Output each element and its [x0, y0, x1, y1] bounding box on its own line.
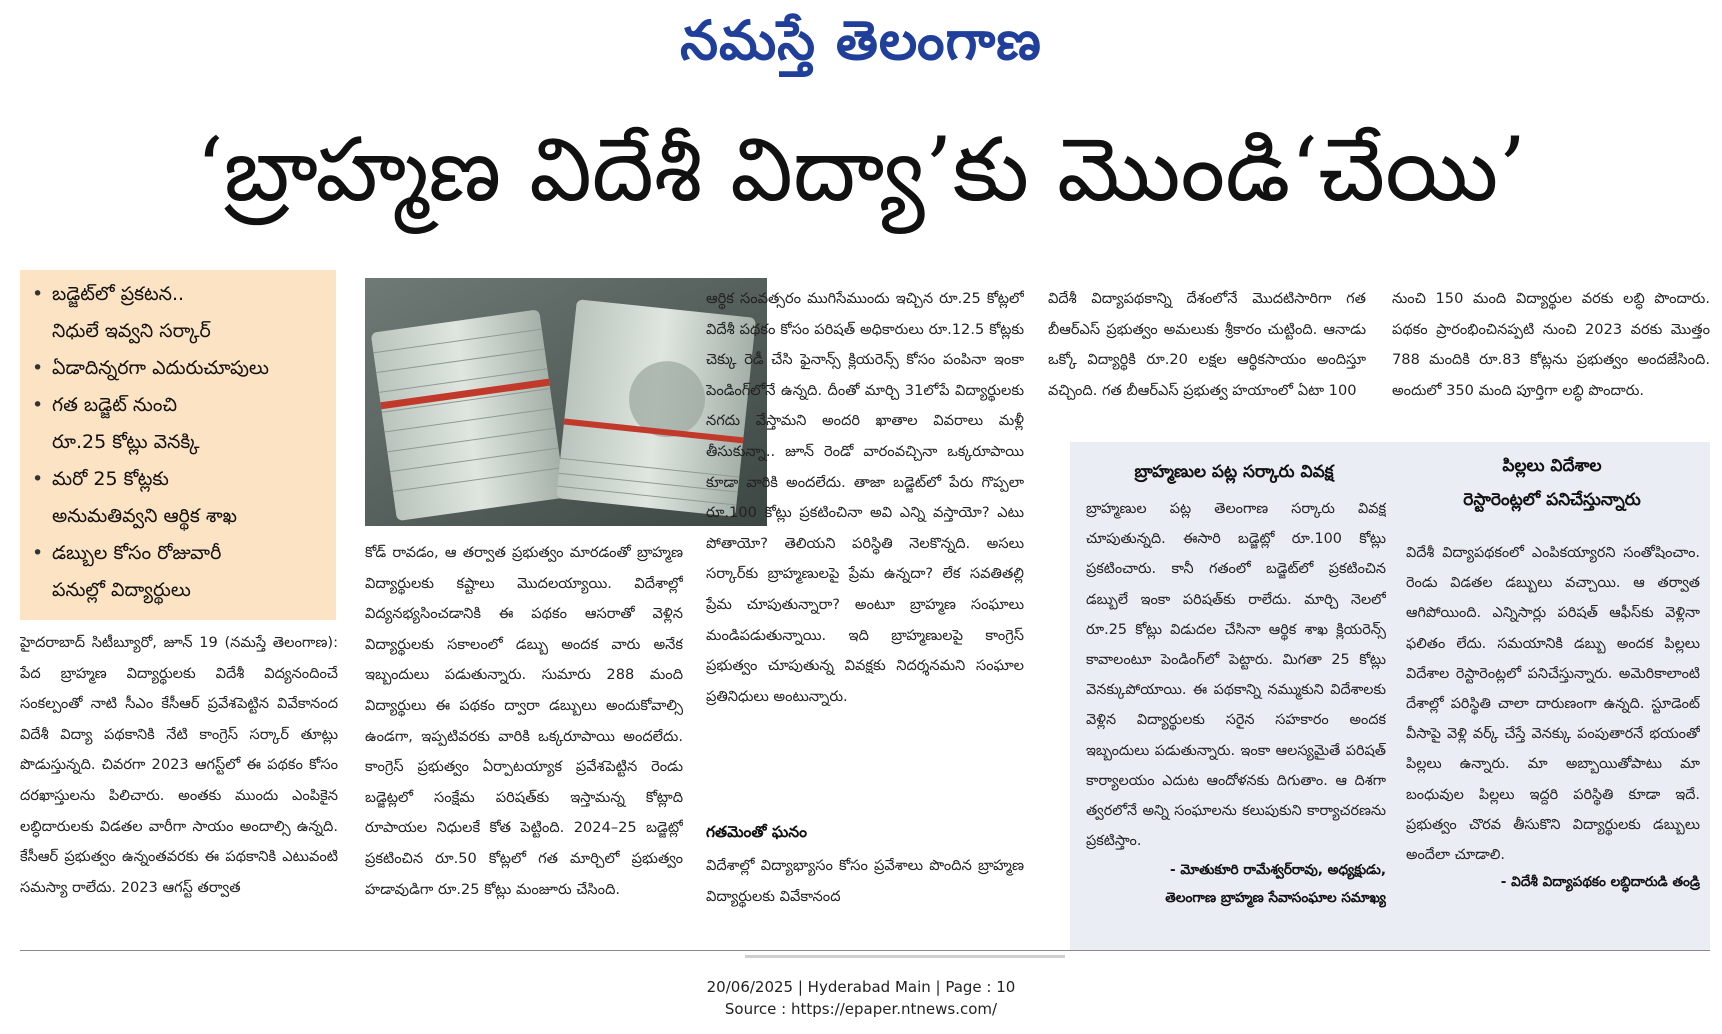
highlight-item	[20, 350, 336, 387]
highlight-text: నిధులే ఇవ్వని సర్కార్	[52, 320, 211, 342]
masthead: నమస్తే తెలంగాణ	[680, 8, 1042, 72]
article-paragraph: ఆర్థిక సంవత్సరం ముగిసేముందు ఇచ్చిన రూ.25 కోట్లలో విదేశీ పథకం కోసం పరిషత్ అధికారులు రూ.12.5 కోట్లకు చెక్కు రెడీ చేసి ఫైనాన్స్ క్లియరెన్స్ కోసం పంపినా ఇంకా పెండింగ్‌లోనే ఉన్నది. దీంతో మార్చి 31లోపే విద్యార్థులకు నగదు వేస్తామని అందరి ఖాతాల వివరాలు మళ్లీ తీసుకున్నా.. జూన్ రెండో వారంవచ్చినా ఒక్కరూపాయి కూడా వారికి అందలేదు. తాజా బడ్జెట్‌లో పేరు గొప్పలా రూ.100 కోట్లు ప్రకటించినా అవి ఎన్ని వస్తాయో? ఎటు పోతాయో? తెలియని పరిస్థితి నెలకొన్నది. అసలు సర్కార్‌కు బ్రాహ్మణులపై ప్రేమ ఉన్నదా? లేక సవతితల్లి ప్రేమ చూపుతున్నారా? అంటూ బ్రాహ్మణ సంఘాలు మండిపడుతున్నాయి. ఇది బ్రాహ్మణులపై కాంగ్రెస్ ప్రభుత్వం చూపుతున్న వివక్షకు నిదర్శనమని సంఘాల ప్రతినిధులు అంటున్నారు.	[706, 290, 1024, 705]
box-right-title: పిల్లలు విదేశాల	[1502, 456, 1602, 476]
box-right-title: రెస్టారెంట్లలో పనిచేస్తున్నారు	[1463, 490, 1641, 510]
highlight-item	[20, 461, 336, 535]
quote-signature: - మోతుకూరి రామేశ్వర్‌రావు, అధ్యక్షుడు,	[1169, 862, 1386, 878]
article-paragraph: నుంచి 150 మంది విద్యార్థుల వరకు లబ్ధి పొందారు. పథకం ప్రారంభించినప్పటి నుంచి 2023 వరకు మొత్తం 788 మందికి రూ.83 కోట్లను ప్రభుత్వం అందజేసింది. అందులో 350 మంది పూర్తిగా లబ్ధి పొందారు.	[1392, 290, 1710, 399]
box-left-title: బ్రాహ్మణుల పట్ల సర్కారు వివక్ష	[1134, 462, 1334, 482]
headline: ‘బ్రాహ్మణ విదేశీ విద్యా’కు మొండి‘చేయి’	[195, 118, 1527, 221]
quote-paragraph: బ్రాహ్మణుల పట్ల తెలంగాణ సర్కారు వివక్ష చూపుతున్నది. ఈసారి బడ్జెట్లో రూ.100 కోట్లు ప్రకటించారు. కానీ గతంలో బడ్జెట్‌లో ప్రకటించిన డబ్బులే ఇంకా పరిషత్‌కు రాలేదు. మార్చి నెలలో రూ.25 కోట్లు విడుదల చేసినా ఆర్థిక శాఖ క్లియరెన్స్ కావాలంటూ పెండింగ్‌లో పెట్టారు. మిగతా 25 కోట్లు వెనక్కుపోయాయి. ఈ పథకాన్ని నమ్ముకుని విదేశాలకు వెళ్లిన విద్యార్థులకు సరైన సహకారం అందక ఇబ్బందులు పడుతున్నారు. ఇంకా ఆలస్యమైతే పరిషత్ కార్యాలయం ఎదుట ఆందోళనకు దిగుతాం. ఆ దిశగా త్వరలోనే అన్ని సంఘాలను కలుపుకుని కార్యాచరణను ప్రకటిస్తాం.	[1086, 501, 1386, 850]
box-left-column	[1086, 494, 1386, 944]
box-right-column	[1406, 538, 1700, 946]
highlight-text: రూ.25 కోట్లు వెనక్కి	[52, 431, 200, 453]
quotes-box	[1070, 442, 1710, 950]
article-column-4	[1048, 284, 1366, 434]
highlight-item	[20, 535, 336, 609]
highlight-text: బడ్జెట్‌లో ప్రకటన..	[52, 283, 185, 305]
highlight-text: పనుల్లో విద్యార్థులు	[52, 579, 191, 601]
article-column-2	[365, 538, 683, 948]
bottom-rule	[20, 950, 1710, 951]
bullet-icon: •	[32, 468, 44, 490]
article-column-3	[706, 284, 1024, 952]
highlight-item	[20, 387, 336, 461]
bullet-icon: •	[32, 394, 44, 416]
highlights-box	[20, 270, 336, 620]
quote-paragraph: విదేశీ విద్యాపథకంలో ఎంపికయ్యారని సంతోషించాం. రెండు విడతల డబ్బులు వచ్చాయి. ఆ తర్వాత ఆగిపోయింది. ఎన్నిసార్లు పరిషత్ ఆఫీస్‌కు వెళ్లినా ఫలితం లేదు. సమయానికి డబ్బు అందక పిల్లలు విదేశాల రెస్టారెంట్లలో పనిచేస్తున్నారు. అమెరికాలాంటి దేశాల్లో పరిస్థితి చాలా దారుణంగా ఉన్నది. స్టూడెంట్ వీసాపై వెళ్లి వర్క్ చేస్తే వెనక్కు పంపుతారనే భయంతో పిల్లలు ఉన్నారు. మా అబ్బాయితోపాటు మా బంధువుల పిల్లలు ఇద్దరి పరిస్థితి కూడా ఇదే. ప్రభుత్వం చొరవ తీసుకొని విద్యార్థులకు డబ్బులు అందేలా చూడాలి.	[1406, 545, 1700, 864]
highlight-text: గత బడ్జెట్ నుంచి	[52, 394, 178, 416]
bullet-icon: •	[32, 542, 44, 564]
highlight-text: అనుమతివ్వని ఆర్థిక శాఖ	[52, 505, 237, 527]
article-paragraph: విదేశాల్లో విద్యాభ్యాసం కోసం ప్రవేశాలు పొందిన బ్రాహ్మణ విద్యార్థులకు వివేకానంద	[706, 857, 1024, 905]
highlight-item	[20, 276, 336, 350]
article-subheading: గతమెంతో ఘనం	[706, 823, 808, 841]
article-paragraph: విదేశీ విద్యాపథకాన్ని దేశంలోనే మొదటిసారిగా గత బీఆర్‌ఎస్ ప్రభుత్వం అమలుకు శ్రీకారం చుట్టింది. ఆనాడు ఒక్కో విద్యార్థికి రూ.20 లక్షల ఆర్థికసాయం అందిస్తూ వచ్చింది. గత బీఆర్‌ఎస్ ప్రభుత్వ హయాంలో ఏటా 100	[1048, 290, 1366, 399]
highlight-text: ఏడాదిన్నరగా ఎదురుచూపులు	[52, 357, 269, 379]
article-paragraph: హైదరాబాద్ సిటీబ్యూరో, జూన్ 19 (నమస్తే తెలంగాణ): పేద బ్రాహ్మణ విద్యార్థులకు విదేశీ విద్యనందించే సంకల్పంతో నాటి సీఎం కేసీఆర్ ప్రవేశపెట్టిన వివేకానంద విదేశీ విద్యా పథకానికి నేటి కాంగ్రెస్ సర్కార్ తూట్లు పొడుస్తున్నది. చివరగా 2023 ఆగస్ట్‌లో ఈ పథకం కోసం దరఖాస్తులను పిలిచారు. అంతకు ముందు ఎంపికైన లబ్ధిదారులకు విడతల వారీగా సాయం అందాల్సి ఉన్నది. కేసీఆర్ ప్రభుత్వం ఉన్నంతవరకు ఈ పథకానికి ఎటువంటి సమస్యా రాలేదు. 2023 ఆగస్ట్ తర్వాత	[20, 634, 338, 896]
footer-date-edition: 20/06/2025 | Hyderabad Main | Page : 10	[706, 978, 1016, 996]
quote-signature: - విదేశీ విద్యాపథకం లబ్ధిదారుడి తండ్రి	[1500, 874, 1700, 890]
bottom-rule-accent	[745, 955, 1065, 958]
bullet-icon: •	[32, 357, 44, 379]
bullet-icon: •	[32, 283, 44, 305]
quote-signature: తెలంగాణ బ్రాహ్మణ సేవాసంఘాల సమాఖ్య	[1165, 890, 1386, 906]
highlight-text: డబ్బుల కోసం రోజువారీ	[52, 542, 222, 564]
article-column-5	[1392, 284, 1710, 434]
footer-source: Source : https://epaper.ntnews.com/	[724, 1000, 998, 1018]
article-paragraph: కోడ్ రావడం, ఆ తర్వాత ప్రభుత్వం మారడంతో బ్రాహ్మణ విద్యార్థులకు కష్టాలు మొదలయ్యాయి. విదేశాల్లో విద్యనభ్యసించడానికి ఈ పథకం ఆసరాతో వెళ్లిన విద్యార్థులకు సకాలంలో డబ్బు అందక వారు అనేక ఇబ్బందులు పడుతున్నారు. సుమారు 288 మంది విద్యార్థులు ఈ పథకం ద్వారా డబ్బులు అందుకోవాల్సి ఉండగా, ఇప్పటివరకు వారికి ఒక్కరూపాయి అందలేదు. కాంగ్రెస్ ప్రభుత్వం ఏర్పాటయ్యాక ప్రవేశపెట్టిన రెండు బడ్జెట్లలో సంక్షేమ పరిషత్‌కు ఇస్తామన్న కోట్లాది రూపాయల నిధులకే కోత పెట్టింది. 2024–25 బడ్జెట్లో ప్రకటించిన రూ.50 కోట్లలో గత మార్చిలో ప్రభుత్వం హడావుడిగా రూ.25 కోట్లు మంజూరు చేసింది.	[365, 544, 683, 898]
article-column-1	[20, 628, 338, 948]
highlight-text: మరో 25 కోట్లకు	[52, 468, 169, 490]
